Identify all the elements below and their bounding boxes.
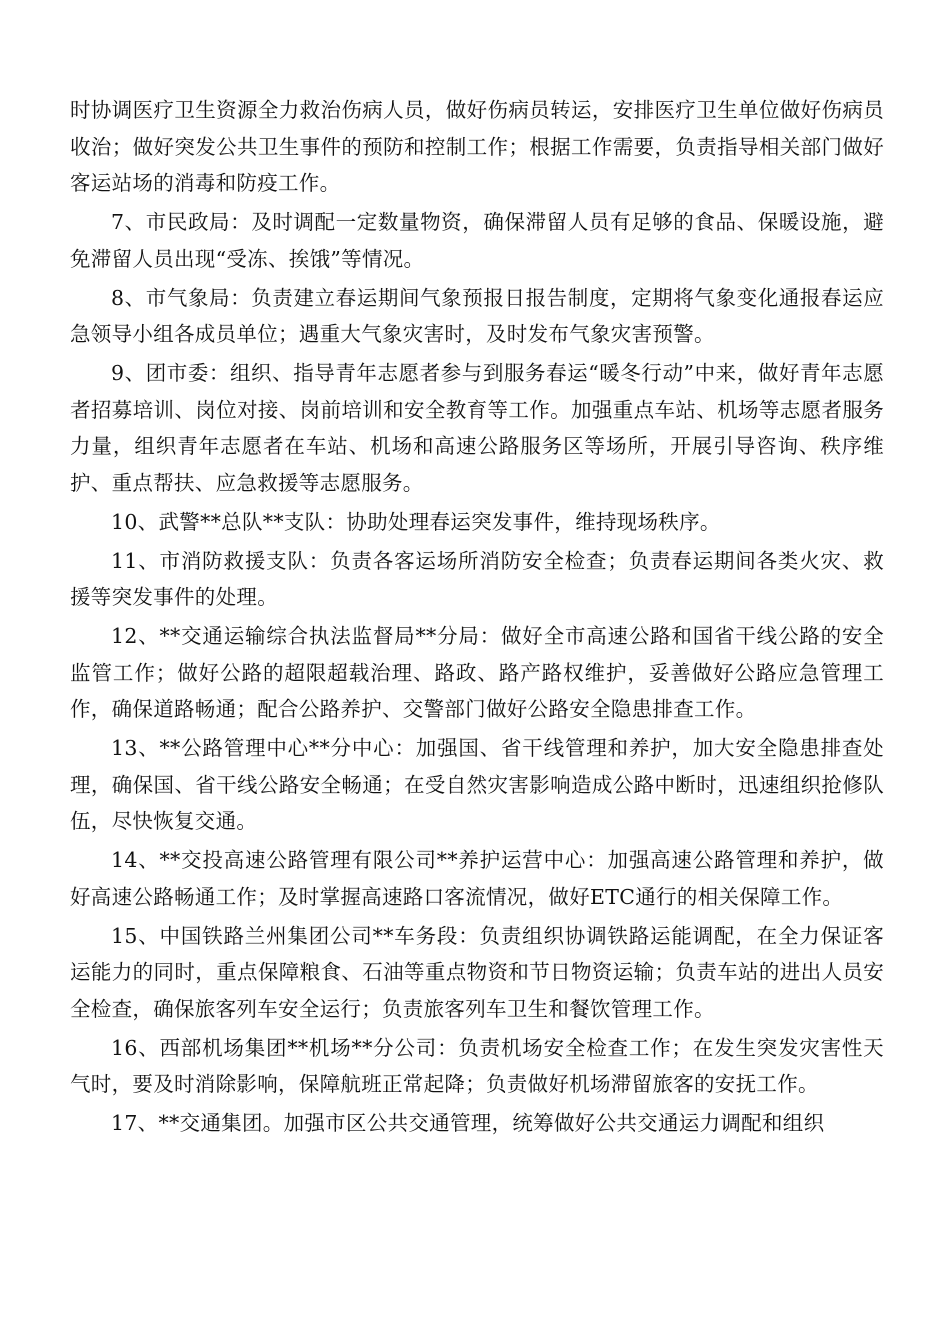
paragraph: 12、**交通运输综合执法监督局**分局：做好全市高速公路和国省干线公路的安全监管工作；做好公路的超限超载治理、路政、路产路权维护，妥善做好公路应急管理工作，确保道路畅通；配合公路养护、交警部门做好公路安全隐患排查工作。 <box>70 624 884 721</box>
paragraph: 16、西部机场集团**机场**分公司：负责机场安全检查工作；在发生突发灾害性天气时，要及时消除影响，保障航班正常起降；负责做好机场滞留旅客的安抚工作。 <box>70 1035 884 1096</box>
paragraph: 13、**公路管理中心**分中心：加强国、省干线管理和养护，加大安全隐患排查处理，确保国、省干线公路安全畅通；在受自然灾害影响造成公路中断时，迅速组织抢修队伍，尽快恢复交通。 <box>70 736 884 833</box>
paragraph: 7、市民政局：及时调配一定数量物资，确保滞留人员有足够的食品、保暖设施，避免滞留人员出现“受冻、挨饿”等情况。 <box>70 210 884 271</box>
paragraph: 8、市气象局：负责建立春运期间气象预报日报告制度，定期将气象变化通报春运应急领导小组各成员单位；遇重大气象灾害时，及时发布气象灾害预警。 <box>70 285 884 346</box>
paragraph: 时协调医疗卫生资源全力救治伤病人员，做好伤病员转运，安排医疗卫生单位做好伤病员收治；做好突发公共卫生事件的预防和控制工作；根据工作需要，负责指导相关部门做好客运站场的消毒和防疫工作。 <box>70 98 884 195</box>
paragraph: 14、**交投高速公路管理有限公司**养护运营中心：加强高速公路管理和养护，做好高速公路畅通工作；及时掌握高速路口客流情况，做好ETC通行的相关保障工作。 <box>70 848 884 909</box>
document-page <box>70 92 884 1144</box>
paragraph: 9、团市委：组织、指导青年志愿者参与到服务春运“暖冬行动”中来，做好青年志愿者招募培训、岗位对接、岗前培训和安全教育等工作。加强重点车站、机场等志愿者服务力量，组织青年志愿者在车站、机场和高速公路服务区等场所，开展引导咨询、秩序维护、重点帮扶、应急救援等志愿服务。 <box>70 361 884 495</box>
paragraph: 17、**交通集团。加强市区公共交通管理，统筹做好公共交通运力调配和组织 <box>111 1111 825 1135</box>
paragraph: 11、市消防救援支队：负责各客运场所消防安全检查；负责春运期间各类火灾、救援等突发事件的处理。 <box>70 548 884 609</box>
paragraph: 15、中国铁路兰州集团公司**车务段：负责组织协调铁路运能调配，在全力保证客运能力的同时，重点保障粮食、石油等重点物资和节日物资运输；负责车站的进出人员安全检查，确保旅客列车安全运行；负责旅客列车卫生和餐饮管理工作。 <box>70 923 884 1021</box>
paragraph: 10、武警**总队**支队：协助处理春运突发事件，维持现场秩序。 <box>111 509 721 534</box>
